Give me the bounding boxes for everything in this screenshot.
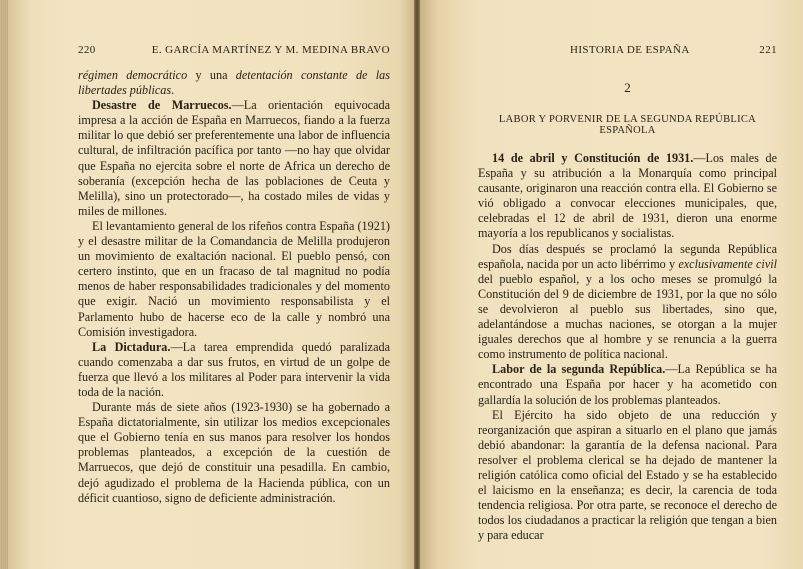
left-paragraph-dictadura: La Dictadura.—La tarea emprendida quedó paralizada cuando comenzaba a dar sus frutos, en virtud de un golpe de fuerza que llevó a los militares al Poder para intervenir la vida toda de la nación. [78,339,391,399]
left-page-number: 220 [78,44,96,56]
section-heading: Desastre de Marruecos. [92,98,232,113]
chapter-title: LABOR Y PORVENIR DE LA SEGUNDA REPÚBLICA ESPAÑOLA [498,114,757,136]
section-heading: La Dictadura. [92,339,171,354]
right-running-head [478,44,777,58]
right-paragraph-labor: Labor de la segunda República.—La República se ha encontrado una España por hacer y ha acometido con gallardía la solución de los problemas planteados. [478,362,778,407]
right-header-title: HISTORIA DE ESPAÑA [570,44,690,56]
left-running-head [78,44,390,58]
page-edges [0,0,8,569]
chapter-number: 2 [624,80,631,95]
right-paragraph-ejercito: El Ejército ha sido objeto de una reducción y reorganización que aspiran a situarlo en el plano que jamás debió abandonar: la garantía de la defensa nacional. Para resolver el problema clerical se ha dejado de mantener la religión católica como oficial del Estado y se ha establecido el laicismo en la enseñanza; es decir, la carencia de toda tendencia religiosa. Por otra parte, se reconoce el derecho de todos los ciudadanos a practicar la religión que tengan a bien y para educar [478,407,777,543]
left-body-text [78,68,390,506]
right-page-number: 221 [759,44,777,56]
left-paragraph-0: régimen democrático y una detentación constante de las libertades públicas. [78,68,390,98]
section-heading: 14 de abril y Constitución de 1931. [492,151,694,165]
right-page [420,0,803,569]
right-paragraph-dos-dias: Dos días después se proclamó la segunda República española, nacida por un acto libérrimo y exclusivamente civil del pueblo español, y a los ocho meses se promulgó la Constitución del 9 de diciembre de 1931, por la que no sólo se devolvieron al pueblo sus libertades, sino que, adelantándose a muchas naciones, se otorgan a la mujer iguales derechos que al hombre y se renuncia a la guerra como instrumento de política nacional. [478,241,777,362]
left-paragraph-durante: Durante más de siete años (1923-1930) se ha gobernado a España dictatorialmente, sin utilizar los medios excepcionales que el Gobierno tenía en sus manos para resolver los hondos problemas planteados, a excepción de la cuestión de Marruecos, que dejó de constituir una pesadilla. En cambio, dejó agudizado el problema de la Hacienda pública, con un déficit cuantioso, signo de deficiente administración. [78,400,390,505]
section-heading: Labor de la segunda República. [492,362,666,377]
right-paragraph-14-abril: 14 de abril y Constitución de 1931.—Los males de España y su atribución a la Monarquía como principal causante, originaron una reacción contra ella. El Gobierno se vió obligado a convocar elecciones municipales, que, celebradas el 12 de abril de 1931, dieron una enorme mayoría a los republicanos y socialistas. [478,151,778,241]
right-body-text [478,151,777,543]
left-paragraph-levantamiento: El levantamiento general de los rifeños contra España (1921) y el desastre militar de la Comandancia de Melilla produjeron un movimiento de exaltación nacional. El pueblo pensó, con certero instinto, que en un fracaso de tal magnitud no podía menos de haber responsabilidades tradicionales y del momento que exigir. Nació un movimiento responsabilista y el Parlamento hubo de hacerse eco de la calle y nombró una Comisión investigadora. [78,218,390,339]
left-header-authors: E. GARCÍA MARTÍNEZ Y M. MEDINA BRAVO [151,44,390,56]
left-page [8,0,414,569]
left-paragraph-marruecos: Desastre de Marruecos.—La orientación equivocada impresa a la acción de España en Marruecos, fiando a la fuerza militar lo que debió ser preferentemente una labor de influencia cultural, de infiltración pacífica por tanto —no hay que olvidar que España no ejercita sobre el norte de Africa un derecho de soberanía (excepción hecha de las poblaciones de Ceuta y Melilla), sino un protectorado—, ha costado miles de vidas y miles de millones. [78,98,391,218]
